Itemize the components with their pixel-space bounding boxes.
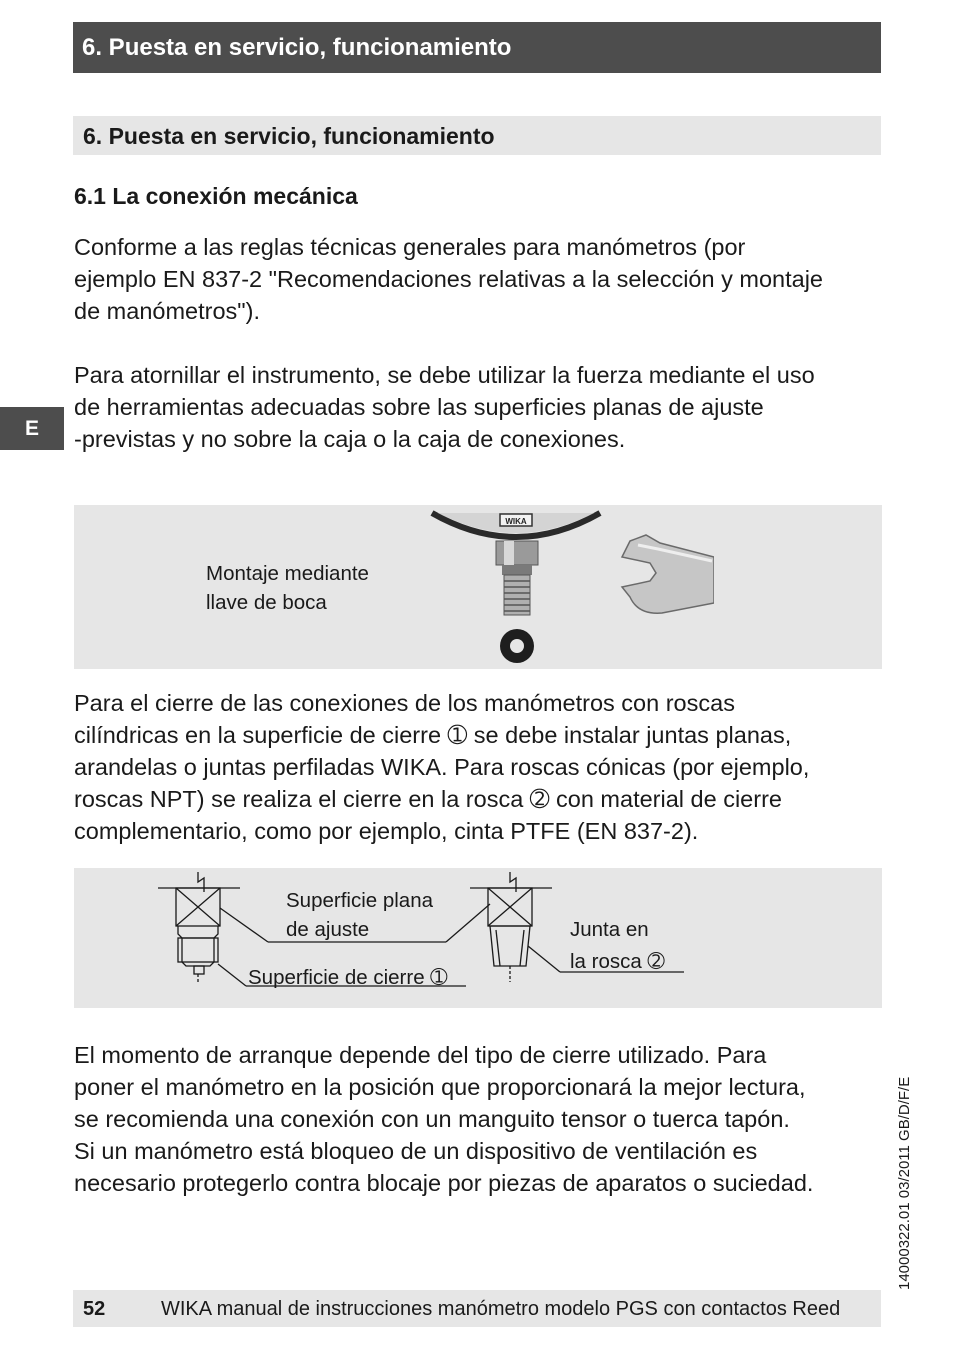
caption-line: llave de boca [206,591,327,614]
text-line: -previstas y no sobre la caja o la caja de conexiones. [74,426,626,452]
footer-title: WIKA manual de instrucciones manómetro modelo PGS con contactos Reed [161,1298,841,1320]
gauge-and-wrench-illustration [424,505,714,669]
paragraph-standards [74,231,886,327]
text-line: complementario, como por ejemplo, cinta PTFE (EN 837-2). [74,818,699,844]
text-line: cilíndricas en la superficie de cierre ➀ se debe instalar juntas planas, [74,722,792,748]
text-line: El momento de arranque depende del tipo de cierre utilizado. Para [74,1042,767,1068]
text-line: Conforme a las reglas técnicas generales para manómetros (por [74,234,746,260]
text-line: ejemplo EN 837-2 "Recomendaciones relativas a la selección y montaje [74,266,823,292]
language-tab: E [0,407,64,450]
label-line: la rosca ➁ [570,950,665,973]
document-code: 14000322.01 03/2011 GB/D/F/E [896,1076,913,1290]
label-flat-surface [286,886,433,944]
label-sealing-surface: Superficie de cierre ➀ [248,966,448,989]
figure-caption [206,559,369,617]
label-line: Superficie plana [286,889,434,912]
label-thread-seal [570,914,665,978]
paragraph-torque [74,1039,886,1199]
figure-wrench-mounting [74,505,882,669]
sealing-diagram [74,868,882,1008]
text-line: poner el manómetro en la posición que proporcionará la mejor lectura, [74,1074,806,1100]
label-line: de ajuste [286,918,370,941]
paragraph-sealing [74,687,886,847]
page-number: 52 [83,1298,106,1320]
page-footer [73,1290,881,1327]
text-line: necesario protegerlo contra blocaje por piezas de aparatos o suciedad. [74,1170,814,1196]
page-header-bar [73,22,881,73]
label-line: Junta en [570,918,649,941]
section-heading-bar [73,116,881,155]
text-line: Para atornillar el instrumento, se debe utilizar la fuerza mediante el uso [74,362,815,388]
brand-text: WIKA [505,517,527,526]
paragraph-tightening [74,359,886,455]
page-header-title: 6. Puesta en servicio, funcionamiento [82,34,512,61]
text-line: de manómetros"). [74,298,260,324]
text-line: arandelas o juntas perfiladas WIKA. Para roscas cónicas (por ejemplo, [74,754,810,780]
figure-sealing-types [74,868,882,1008]
text-line: de herramientas adecuadas sobre las superficies planas de ajuste [74,394,764,420]
text-line: Para el cierre de las conexiones de los manómetros con roscas [74,690,735,716]
subsection-heading: 6.1 La conexión mecánica [74,183,358,209]
text-line: roscas NPT) se realiza el cierre en la rosca ➁ con material de cierre [74,786,782,812]
text-line: se recomienda una conexión con un manguito tensor o tuerca tapón. [74,1106,790,1132]
text-line: Si un manómetro está bloqueo de un dispositivo de ventilación es [74,1138,758,1164]
wrench-icon [622,535,714,613]
section-heading: 6. Puesta en servicio, funcionamiento [83,123,495,149]
caption-line: Montaje mediante [206,562,369,585]
